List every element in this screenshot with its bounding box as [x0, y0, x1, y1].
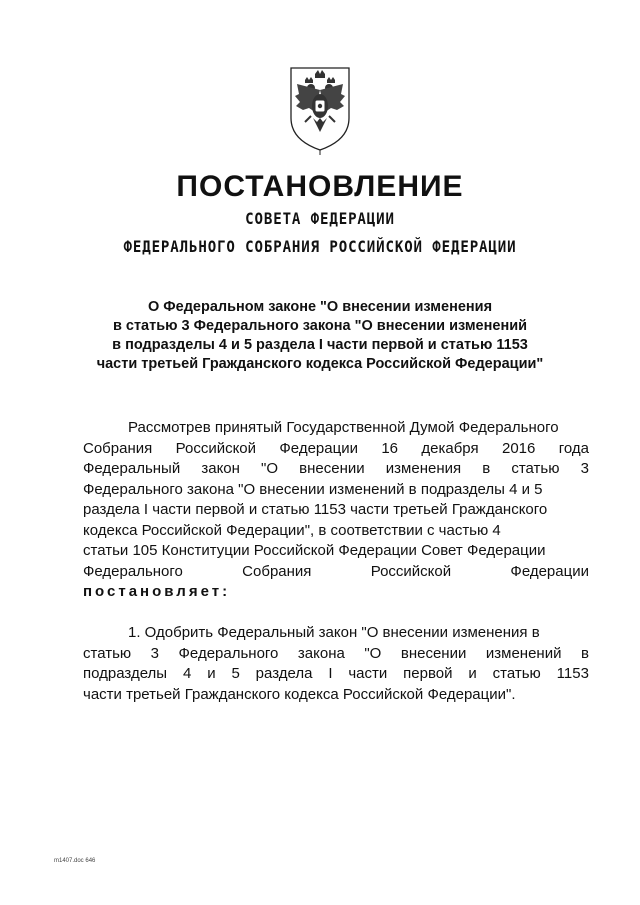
- word: раздела: [255, 665, 313, 682]
- word: Собрания: [242, 562, 312, 580]
- word: изменений: [485, 644, 562, 662]
- word: 16: [381, 439, 399, 457]
- word: 4: [182, 665, 192, 682]
- document-title: ПОСТАНОВЛЕНИЕ: [176, 170, 464, 203]
- paragraph-line: [83, 562, 589, 583]
- coat-of-arms-emblem: [285, 60, 355, 156]
- paragraph-line: [83, 644, 589, 665]
- word: в: [482, 460, 491, 477]
- issuer-line-2: ФЕДЕРАЛЬНОГО СОБРАНИЯ РОССИЙСКОЙ ФЕДЕРАЦИИ: [123, 237, 517, 256]
- paragraph-line: части третьей Гражданского кодекса Российской Федерации".: [83, 685, 516, 703]
- paragraph-line: Федерального закона "О внесении изменений в подразделы 4 и 5: [83, 480, 543, 498]
- word: закон: [201, 460, 240, 477]
- subject-line: в статью 3 Федерального закона "О внесении изменений: [112, 318, 528, 334]
- paragraph-line: кодекса Российской Федерации", в соответствии с частью 4: [83, 521, 501, 539]
- paragraph-line: [83, 664, 589, 685]
- word: Федерации: [279, 439, 358, 457]
- document-subject: [90, 298, 550, 374]
- word: 3: [580, 460, 589, 477]
- word: 2016: [501, 439, 536, 457]
- resolves-keyword: постановляет:: [83, 583, 231, 600]
- word: I: [328, 665, 333, 682]
- word: Собрания: [83, 439, 153, 457]
- word: подразделы: [83, 665, 168, 682]
- word: Российской: [175, 439, 257, 457]
- double-headed-eagle-icon: [285, 60, 355, 156]
- subject-line: О Федеральном законе "О внесении изменения: [147, 299, 493, 315]
- body-paragraph-1: [83, 418, 589, 603]
- word: Федерального: [178, 644, 279, 662]
- word: 5: [231, 665, 240, 682]
- word: 3: [150, 644, 160, 662]
- subject-line: части третьей Гражданского кодекса Российской Федерации": [96, 356, 544, 372]
- word: части: [348, 665, 388, 682]
- word: изменения: [385, 460, 462, 477]
- paragraph-line: [83, 439, 589, 460]
- word: первой: [403, 665, 453, 682]
- subject-line: в подразделы 4 и 5 раздела I части первой и статью 1153: [112, 337, 528, 353]
- paragraph-line: статьи 105 Конституции Российской Федерации Совет Федерации: [83, 542, 546, 559]
- word: в: [580, 644, 589, 662]
- word: декабря: [421, 439, 479, 457]
- word: 1153: [556, 665, 589, 682]
- issuer-line-1: СОВЕТА ФЕДЕРАЦИИ: [245, 209, 395, 228]
- paragraph-line: раздела I части первой и статью 1153 части третьей Гражданского: [83, 501, 548, 518]
- word: "О: [364, 644, 382, 662]
- word: Федерации: [510, 562, 589, 580]
- word: статью: [492, 665, 541, 682]
- word: внесении: [299, 460, 365, 477]
- word: Российской: [370, 562, 452, 580]
- word: года: [558, 439, 589, 457]
- paragraph-line: [83, 459, 589, 480]
- word: "О: [261, 460, 279, 477]
- word: и: [468, 665, 477, 682]
- word: закона: [297, 644, 345, 662]
- paragraph-line: 1. Одобрить Федеральный закон "О внесении изменения в: [128, 624, 540, 641]
- word: и: [207, 665, 216, 682]
- word: внесении: [400, 644, 467, 662]
- paragraph-line: Рассмотрев принятый Государственной Думой Федерального: [128, 419, 559, 436]
- word: Федеральный: [83, 460, 181, 477]
- word: Федерального: [83, 562, 183, 580]
- body-paragraph-2: [83, 623, 589, 705]
- word: статью: [511, 460, 560, 477]
- file-reference: m1407.doc 646: [54, 858, 96, 864]
- word: статью: [83, 644, 132, 662]
